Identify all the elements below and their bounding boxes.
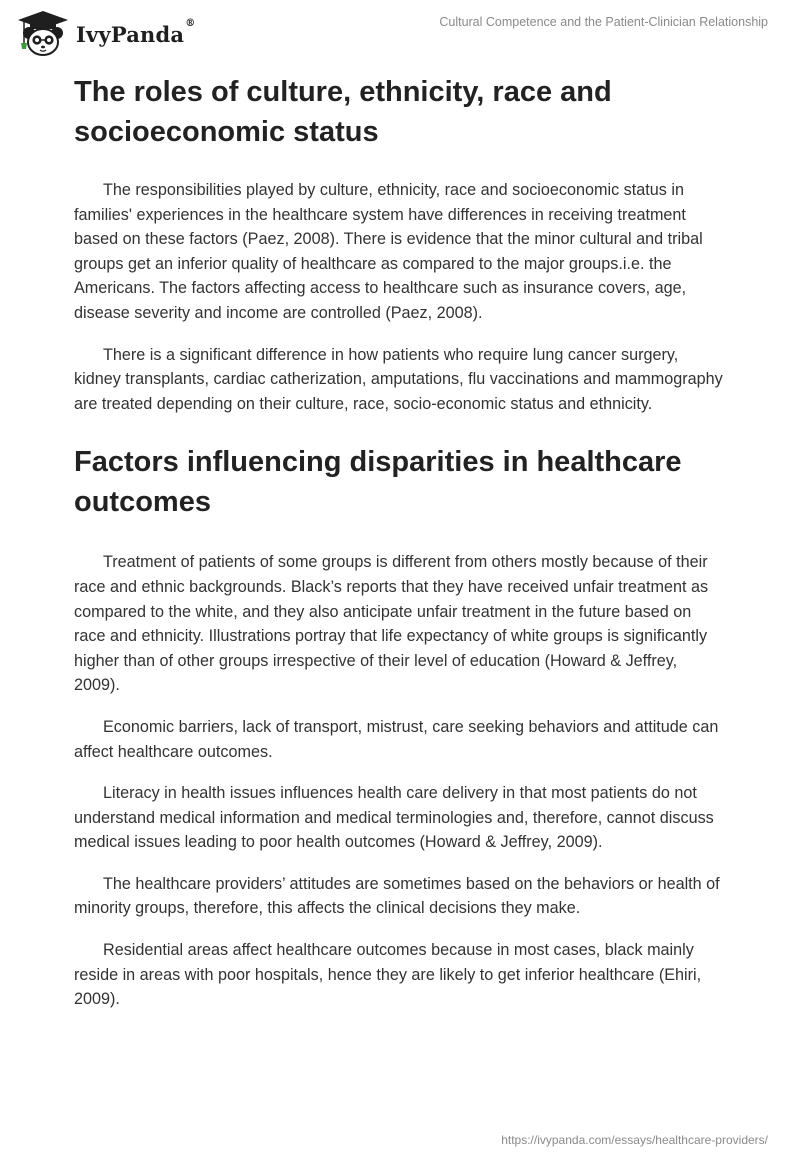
logo-wordmark [76,17,196,47]
page-header [0,0,800,64]
paragraph: There is a significant difference in how patients who require lung cancer surgery, kidney transplants, cardiac catherization, amputations, flu vaccinations and mammography are treated depending on their culture, race, socio-economic status and ethnicity. [74,345,723,413]
section-heading-roles: The roles of culture, ethnicity, race and socioeconomic status [74,76,612,148]
source-url-link[interactable]: https://ivypanda.com/essays/healthcare-providers/ [501,1133,768,1147]
ivypanda-logo[interactable] [14,9,195,59]
registered-mark: ® [185,17,196,29]
panda-graduate-icon [14,9,72,59]
section-heading-factors: Factors influencing disparities in healthcare outcomes [74,446,682,519]
paragraph: Literacy in health issues influences health care delivery in that most patients do not understand medical information and medical terminologies and, therefore, cannot discuss medical issues leading to poor health outcomes (Howard & Jeffrey, 2009). [74,784,714,852]
paragraph: Treatment of patients of some groups is different from others mostly because of their race and ethnic backgrounds. Black’s reports that they have received unfair treatment as compared to the white, and they also anticipate unfair treatment in the future based on race and ethnicity. Illustrations portray that life expectancy of white groups is significantly higher than of other groups irrespective of their level of education (Howard & Jeffrey, 2009). [74,553,709,695]
essay-body [74,72,724,1029]
document-title: Cultural Competence and the Patient-Clinician Relationship [439,15,768,29]
paragraph: The healthcare providers’ attitudes are sometimes based on the behaviors or health of minority groups, therefore, this affects the clinical decisions they make. [74,874,720,918]
logo-text: IvyPanda [76,21,185,47]
paragraph: The responsibilities played by culture, ethnicity, race and socioeconomic status in families' experiences in the healthcare system have differences in receiving treatment based on these factors (Paez, 2008). There is evidence that the minor cultural and tribal groups get an inferior quality of healthcare as compared to the major groups.i.e. the Americans. The factors affecting access to healthcare such as insurance covers, age, disease severity and income are controlled (Paez, 2008). [74,181,703,322]
paragraph: Economic barriers, lack of transport, mistrust, care seeking behaviors and attitude can affect healthcare outcomes. [74,717,719,761]
paragraph: Residential areas affect healthcare outcomes because in most cases, black mainly reside in areas with poor hospitals, hence they are likely to get inferior healthcare (Ehiri, 2009). [74,941,702,1009]
